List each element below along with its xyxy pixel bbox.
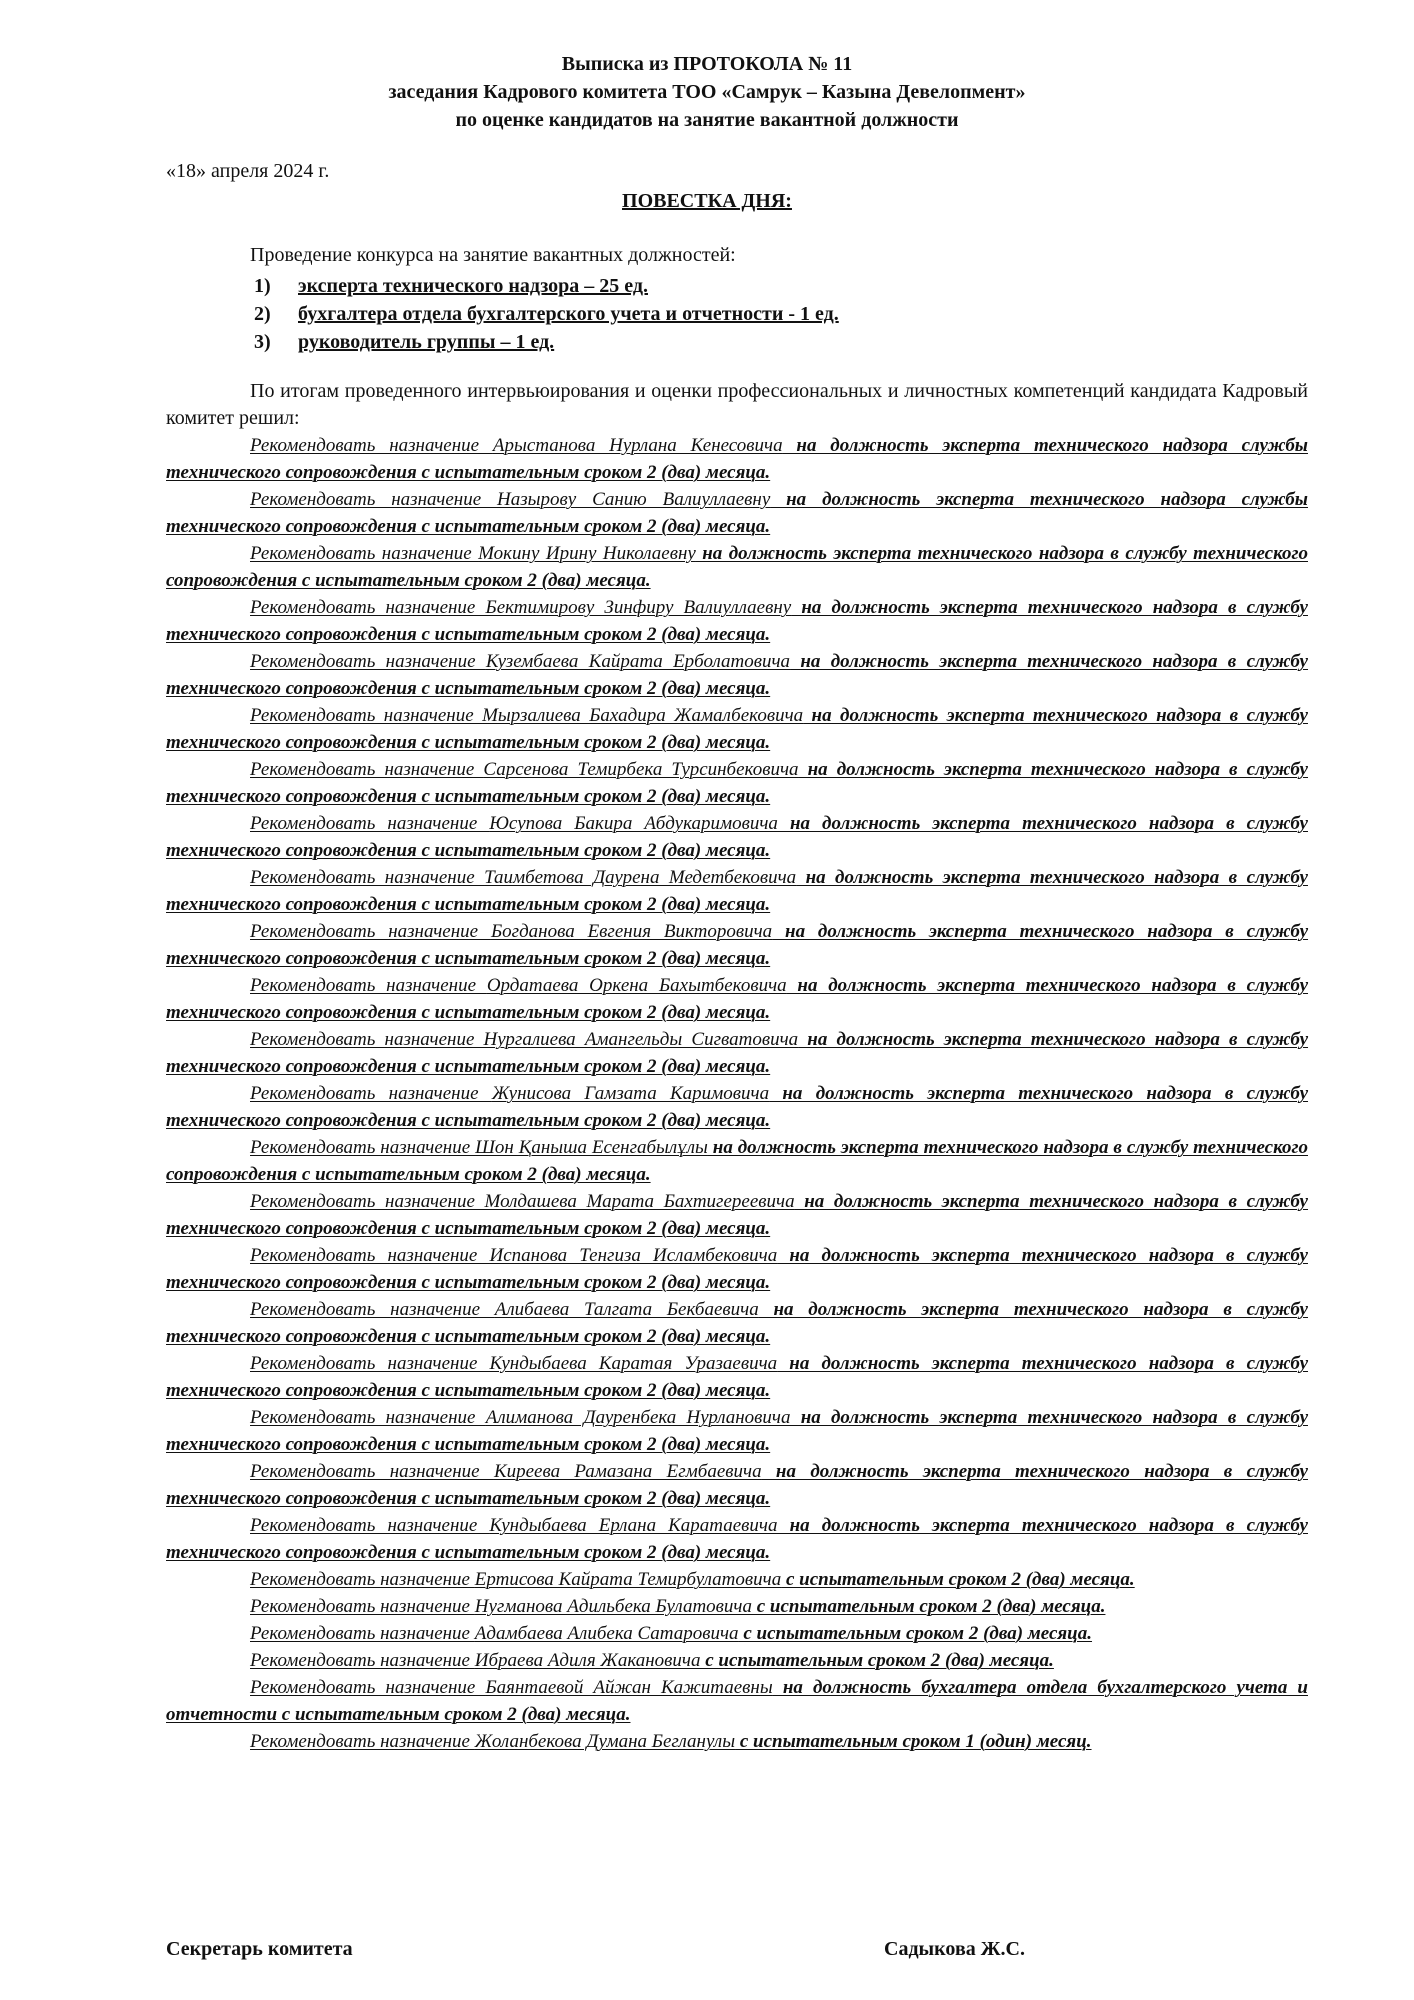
document-date: «18» апреля 2024 г.	[166, 160, 330, 182]
candidate-name: Испанова Тенгиза Исламбековича	[489, 1245, 778, 1266]
decision-terms: на должность эксперта технического надзора в службу технического сопровождения с испытательным сроком 2 (два) месяца.	[166, 975, 1309, 1023]
decision-lead: Рекомендовать назначение	[250, 651, 486, 672]
candidate-name: Ибраева Адиля Жакановича	[474, 1650, 701, 1671]
decision-lead: Рекомендовать назначение	[250, 1029, 484, 1050]
candidate-name: Мырзалиева Бахадира Жамалбековича	[482, 705, 804, 726]
decision-lead: Рекомендовать назначение	[250, 1245, 490, 1266]
decision-terms: на должность эксперта технического надзора в службу технического сопровождения с испытательным сроком 2 (два) месяца.	[166, 1407, 1308, 1455]
decision-item	[166, 918, 1308, 972]
decision-item	[166, 1026, 1308, 1080]
decision-item	[166, 540, 1308, 594]
candidate-name: Адамбаева Алибека Сатаровича	[474, 1623, 739, 1644]
decision-lead: Рекомендовать назначение	[250, 705, 483, 726]
candidate-name: Таимбетова Даурена Медетбековича	[484, 867, 797, 888]
candidate-name: Бектимирову Зинфиру Валиуллаевну	[485, 597, 792, 618]
decision-lead: Рекомендовать назначение	[250, 1353, 490, 1374]
agenda-item-text: эксперта технического надзора – 25 ед.	[298, 275, 648, 297]
candidate-name: Нургалиева Амангельды Сигватовича	[483, 1029, 799, 1050]
signature-role: Секретарь комитета	[166, 1938, 353, 1960]
decision-terms: на должность эксперта технического надзора службы технического сопровождения с испытательным сроком 2 (два) месяца.	[166, 435, 1308, 483]
candidate-name: Сарсенова Темирбека Турсинбековича	[483, 759, 799, 780]
candidate-name: Ордатаева Оркена Бахытбековича	[486, 975, 787, 996]
decision-terms: с испытательным сроком 2 (два) месяца.	[752, 1596, 1106, 1617]
decision-terms: на должность эксперта технического надзора в службу технического сопровождения с испытательным сроком 2 (два) месяца.	[166, 759, 1308, 807]
decision-item	[166, 594, 1308, 648]
decision-terms: на должность эксперта технического надзора в службу технического сопровождения с испытательным сроком 2 (два) месяца.	[166, 597, 1308, 645]
decision-lead: Рекомендовать назначение	[250, 543, 479, 564]
decision-terms: на должность эксперта технического надзора в службу технического сопровождения с испытательным сроком 2 (два) месяца.	[166, 705, 1308, 753]
decision-terms: на должность эксперта технического надзора в службу технического сопровождения с испытательным сроком 2 (два) месяца.	[166, 1515, 1308, 1563]
decision-lead: Рекомендовать назначение	[250, 1515, 490, 1536]
decision-terms: на должность эксперта технического надзора в службу технического сопровождения с испытательным сроком 2 (два) месяца.	[166, 921, 1309, 969]
decision-lead: Рекомендовать назначение	[250, 1299, 495, 1320]
decision-terms: на должность эксперта технического надзора в службу технического сопровождения с испытательным сроком 2 (два) месяца.	[166, 813, 1308, 861]
decision-terms: на должность эксперта технического надзора в службу технического сопровождения с испытательным сроком 2 (два) месяца.	[166, 1137, 1308, 1185]
candidate-name: Кузембаева Кайрата Ерболатовича	[485, 651, 791, 672]
candidate-name: Киреева Рамазана Егмбаевича	[493, 1461, 762, 1482]
agenda-item	[254, 272, 839, 300]
candidate-name: Кундыбаева Ерлана Каратаевича	[489, 1515, 778, 1536]
decision-terms: с испытательным сроком 1 (один) месяц.	[735, 1731, 1092, 1752]
decision-item	[166, 1080, 1308, 1134]
decision-item	[166, 1647, 1308, 1674]
agenda-title: ПОВЕСТКА ДНЯ:	[622, 190, 792, 212]
decision-item	[166, 1593, 1308, 1620]
decision-terms: на должность эксперта технического надзора в службу технического сопровождения с испытательным сроком 2 (два) месяца.	[166, 1299, 1308, 1347]
candidate-name: Арыстанова Нурлана Кенесовича	[492, 435, 783, 456]
decision-terms: на должность эксперта технического надзора в службу технического сопровождения с испытательным сроком 2 (два) месяца.	[166, 543, 1308, 591]
candidate-name: Мокину Ирину Николаевну	[478, 543, 696, 564]
decision-item	[166, 648, 1308, 702]
decision-lead: Рекомендовать назначение	[250, 1083, 492, 1104]
decision-item	[166, 810, 1308, 864]
decision-item	[166, 1620, 1308, 1647]
result-paragraph: По итогам проведенного интервьюирования и оценки профессиональных и личностных компетенций кандидата Кадровый комитет решил:	[166, 380, 1308, 429]
decision-item	[166, 1674, 1308, 1728]
decision-lead: Рекомендовать назначение	[250, 867, 485, 888]
decision-terms: на должность эксперта технического надзора в службу технического сопровождения с испытательным сроком 2 (два) месяца.	[166, 867, 1308, 915]
agenda-item-text: бухгалтера отдела бухгалтерского учета и отчетности - 1 ед.	[298, 303, 839, 325]
decision-item	[166, 1728, 1308, 1755]
decision-item	[166, 1134, 1308, 1188]
agenda-item	[254, 300, 839, 328]
candidate-name: Нугманова Адильбека Булатовича	[474, 1596, 752, 1617]
decision-lead: Рекомендовать назначение	[250, 1731, 475, 1752]
decision-lead: Рекомендовать назначение	[250, 1623, 475, 1644]
decision-terms: с испытательным сроком 2 (два) месяца.	[700, 1650, 1054, 1671]
header-subject: по оценке кандидатов на занятие вакантной должности	[455, 109, 959, 131]
decision-item	[166, 1296, 1308, 1350]
decision-lead: Рекомендовать назначение	[250, 1650, 475, 1671]
agenda-intro: Проведение конкурса на занятие вакантных должностей:	[250, 244, 736, 266]
decision-terms: на должность эксперта технического надзора в службу технического сопровождения с испытательным сроком 2 (два) месяца.	[166, 1245, 1308, 1293]
agenda-item-number: 1)	[254, 275, 271, 297]
decision-lead: Рекомендовать назначение	[250, 1191, 485, 1212]
candidate-name: Молдашева Марата Бахтигереевича	[484, 1191, 795, 1212]
decision-lead: Рекомендовать назначение	[250, 489, 498, 510]
decision-lead: Рекомендовать назначение	[250, 435, 493, 456]
decision-item	[166, 702, 1308, 756]
decision-terms: с испытательным сроком 2 (два) месяца.	[781, 1569, 1135, 1590]
decision-item	[166, 756, 1308, 810]
decision-terms: на должность бухгалтера отдела бухгалтерского учета и отчетности с испытательным сроком 2 (два) месяца.	[166, 1677, 1308, 1725]
decision-item	[166, 1512, 1308, 1566]
candidate-name: Богданова Евгения Викторовича	[490, 921, 773, 942]
decision-item	[166, 1242, 1308, 1296]
decision-lead: Рекомендовать назначение	[250, 1569, 475, 1590]
decision-lead: Рекомендовать назначение	[250, 1137, 476, 1158]
candidate-name: Шон Қаныша Есенгабылұлы	[475, 1137, 708, 1158]
agenda-item-text: руководитель группы – 1 ед.	[298, 331, 555, 353]
decision-lead: Рекомендовать назначение	[250, 597, 486, 618]
header-title: Выписка из ПРОТОКОЛА № 11	[561, 53, 853, 75]
decision-item	[166, 486, 1308, 540]
candidate-name: Ертисова Кайрата Темирбулатовича	[474, 1569, 782, 1590]
decision-lead: Рекомендовать назначение	[250, 975, 487, 996]
decision-lead: Рекомендовать назначение	[250, 1461, 494, 1482]
agenda-item-number: 3)	[254, 331, 271, 353]
agenda-list	[254, 272, 839, 356]
decision-item	[166, 432, 1308, 486]
decision-terms: на должность эксперта технического надзора в службу технического сопровождения с испытательным сроком 2 (два) месяца.	[166, 1353, 1309, 1401]
candidate-name: Алиманова Дауренбека Нурлановича	[485, 1407, 791, 1428]
candidate-name: Баянтаевой Айжан Кажитаевны	[485, 1677, 773, 1698]
candidate-name: Жоланбекова Думана Бегланулы	[474, 1731, 736, 1752]
decision-item	[166, 1350, 1308, 1404]
decision-terms: на должность эксперта технического надзора в службу технического сопровождения с испытательным сроком 2 (два) месяца.	[166, 651, 1308, 699]
candidate-name: Жунисова Гамзата Каримовича	[491, 1083, 770, 1104]
decision-lead: Рекомендовать назначение	[250, 1677, 486, 1698]
candidate-name: Алибаева Талгата Бекбаевича	[494, 1299, 759, 1320]
document-header	[0, 50, 1414, 134]
decisions-list	[166, 432, 1308, 1755]
decision-terms: на должность эксперта технического надзора в службу технического сопровождения с испытательным сроком 2 (два) месяца.	[166, 1029, 1309, 1077]
agenda-item-number: 2)	[254, 303, 271, 325]
candidate-name: Юсупова Бакира Абдукаримовича	[489, 813, 778, 834]
decision-item	[166, 1458, 1308, 1512]
decision-item	[166, 864, 1308, 918]
candidate-name: Кундыбаева Каратая Уразаевича	[489, 1353, 778, 1374]
signature-name: Садыкова Ж.С.	[884, 1938, 1025, 1960]
header-subtitle: заседания Кадрового комитета ТОО «Самрук – Казына Девелопмент»	[388, 81, 1026, 103]
decision-item	[166, 972, 1308, 1026]
decision-terms: с испытательным сроком 2 (два) месяца.	[738, 1623, 1093, 1644]
agenda-item	[254, 328, 839, 356]
decision-item	[166, 1404, 1308, 1458]
decision-terms: на должность эксперта технического надзора в службу технического сопровождения с испытательным сроком 2 (два) месяца.	[166, 1083, 1309, 1131]
decision-lead: Рекомендовать назначение	[250, 1407, 486, 1428]
decision-lead: Рекомендовать назначение	[250, 813, 490, 834]
decision-lead: Рекомендовать назначение	[250, 921, 491, 942]
decision-item	[166, 1188, 1308, 1242]
candidate-name: Назырову Санию Валиуллаевну	[497, 489, 771, 510]
decision-terms: на должность эксперта технического надзора в службу технического сопровождения с испытательным сроком 2 (два) месяца.	[166, 1191, 1308, 1239]
decision-terms: на должность эксперта технического надзора службы технического сопровождения с испытательным сроком 2 (два) месяца.	[166, 489, 1308, 537]
decision-lead: Рекомендовать назначение	[250, 1596, 475, 1617]
decision-terms: на должность эксперта технического надзора в службу технического сопровождения с испытательным сроком 2 (два) месяца.	[166, 1461, 1308, 1509]
decision-item	[166, 1566, 1308, 1593]
decision-lead: Рекомендовать назначение	[250, 759, 484, 780]
